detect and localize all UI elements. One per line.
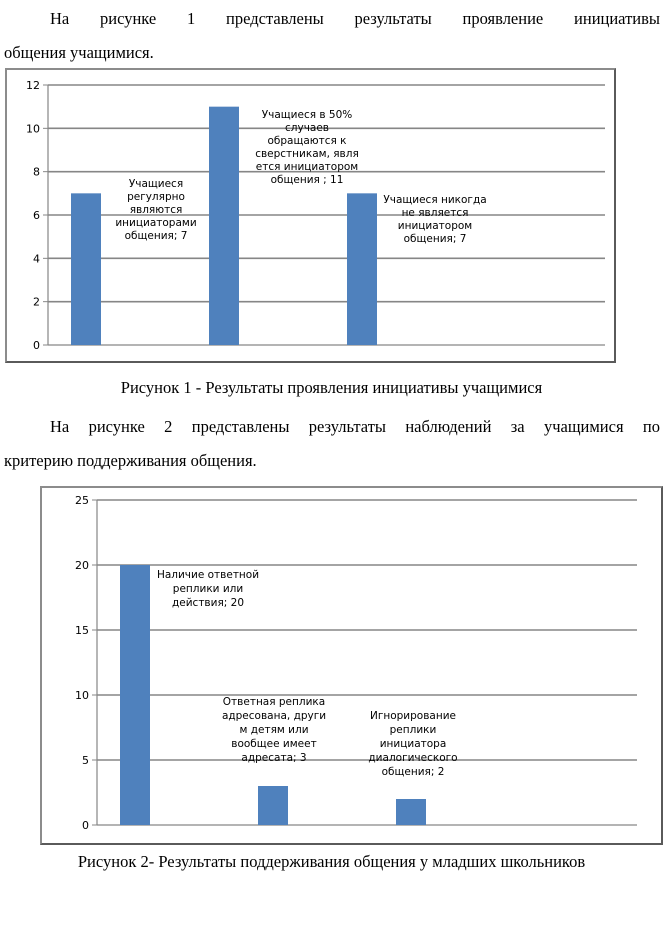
bar-3 — [347, 193, 377, 345]
data-label-3-line-3: инициатора — [379, 738, 447, 750]
chart-2-frame — [40, 486, 663, 845]
y-tick-label-2: 2 — [33, 295, 40, 309]
bar-1 — [120, 565, 150, 825]
chart-1 — [7, 70, 614, 361]
data-label-1-line-3: являются — [129, 204, 183, 216]
data-label-2-line-3: обращаются к — [267, 135, 347, 147]
data-label-2-line-2: адресована, други — [221, 710, 327, 722]
paragraph-1-line-1: На рисунке 1 представлены результаты проявление инициативы — [50, 9, 660, 28]
y-tick-label-12: 12 — [26, 79, 40, 92]
data-label-3-line-1: Учащиеся никогда — [383, 194, 487, 206]
data-label-2-line-4: сверстникам, явля — [255, 148, 359, 160]
data-label-3-line-1: Игнорирование — [369, 710, 457, 722]
data-label-3-line-4: диалогического — [368, 752, 458, 764]
paragraph-1-line-2: общения учащимися. — [4, 43, 154, 62]
data-label-1-line-3: действия; 20 — [172, 597, 244, 609]
y-tick-label-0: 0 — [33, 339, 40, 352]
data-label-2-line-4: вообщее имеет — [231, 738, 317, 750]
bar-1 — [71, 193, 101, 345]
chart-1-frame — [5, 68, 616, 363]
data-label-1-line-2: регулярно — [127, 191, 185, 203]
paragraph-1 — [4, 2, 660, 70]
data-label-2-line-5: ется инициатором — [255, 161, 359, 173]
data-label-2-line-2: случаев — [285, 122, 329, 134]
chart-2 — [42, 488, 661, 843]
data-label-3-line-5: общения; 2 — [381, 766, 445, 778]
paragraph-2-line-2: критерию поддерживания общения. — [4, 451, 257, 470]
y-tick-label-6: 6 — [33, 209, 40, 222]
y-tick-label-8: 8 — [33, 165, 40, 179]
y-tick-label-5: 5 — [82, 754, 89, 767]
bar-2 — [258, 786, 288, 825]
y-tick-label-20: 20 — [75, 559, 89, 572]
bar-3 — [396, 799, 426, 825]
data-label-2-line-1: Учащиеся в 50% — [261, 109, 353, 121]
y-tick-label-10: 10 — [75, 689, 89, 702]
data-label-3-line-2: реплики — [389, 724, 437, 736]
figure-1-caption: Рисунок 1 - Результаты проявления инициативы учащимися — [120, 378, 543, 397]
data-label-2-line-3: м детям или — [239, 724, 309, 736]
data-label-2-line-6: общения ; 11 — [270, 174, 344, 186]
data-label-1-line-4: инициаторами — [115, 217, 197, 229]
data-label-1-line-5: общения; 7 — [124, 230, 188, 242]
data-label-3-line-4: общения; 7 — [403, 233, 467, 245]
y-tick-label-25: 25 — [75, 494, 89, 507]
data-label-3-line-2: не является — [401, 207, 469, 219]
data-label-1-line-2: реплики или — [172, 583, 244, 595]
data-label-2-line-1: Ответная реплика — [222, 696, 326, 708]
data-label-1-line-1: Учащиеся — [128, 178, 184, 190]
y-tick-label-4: 4 — [33, 252, 40, 266]
y-tick-label-10: 10 — [26, 122, 40, 136]
data-label-1-line-1: Наличие ответной — [156, 569, 260, 581]
y-tick-label-15: 15 — [75, 624, 89, 637]
bar-2 — [209, 107, 239, 345]
figure-2-caption: Рисунок 2- Результаты поддерживания общения у младших школьников — [77, 852, 586, 871]
data-label-2-line-5: адресата; 3 — [241, 752, 307, 764]
data-label-3-line-3: инициатором — [397, 220, 473, 232]
paragraph-2 — [4, 410, 660, 478]
paragraph-2-line-1: На рисунке 2 представлены результаты наблюдений за учащимися по — [50, 417, 660, 436]
y-tick-label-0: 0 — [82, 819, 89, 832]
